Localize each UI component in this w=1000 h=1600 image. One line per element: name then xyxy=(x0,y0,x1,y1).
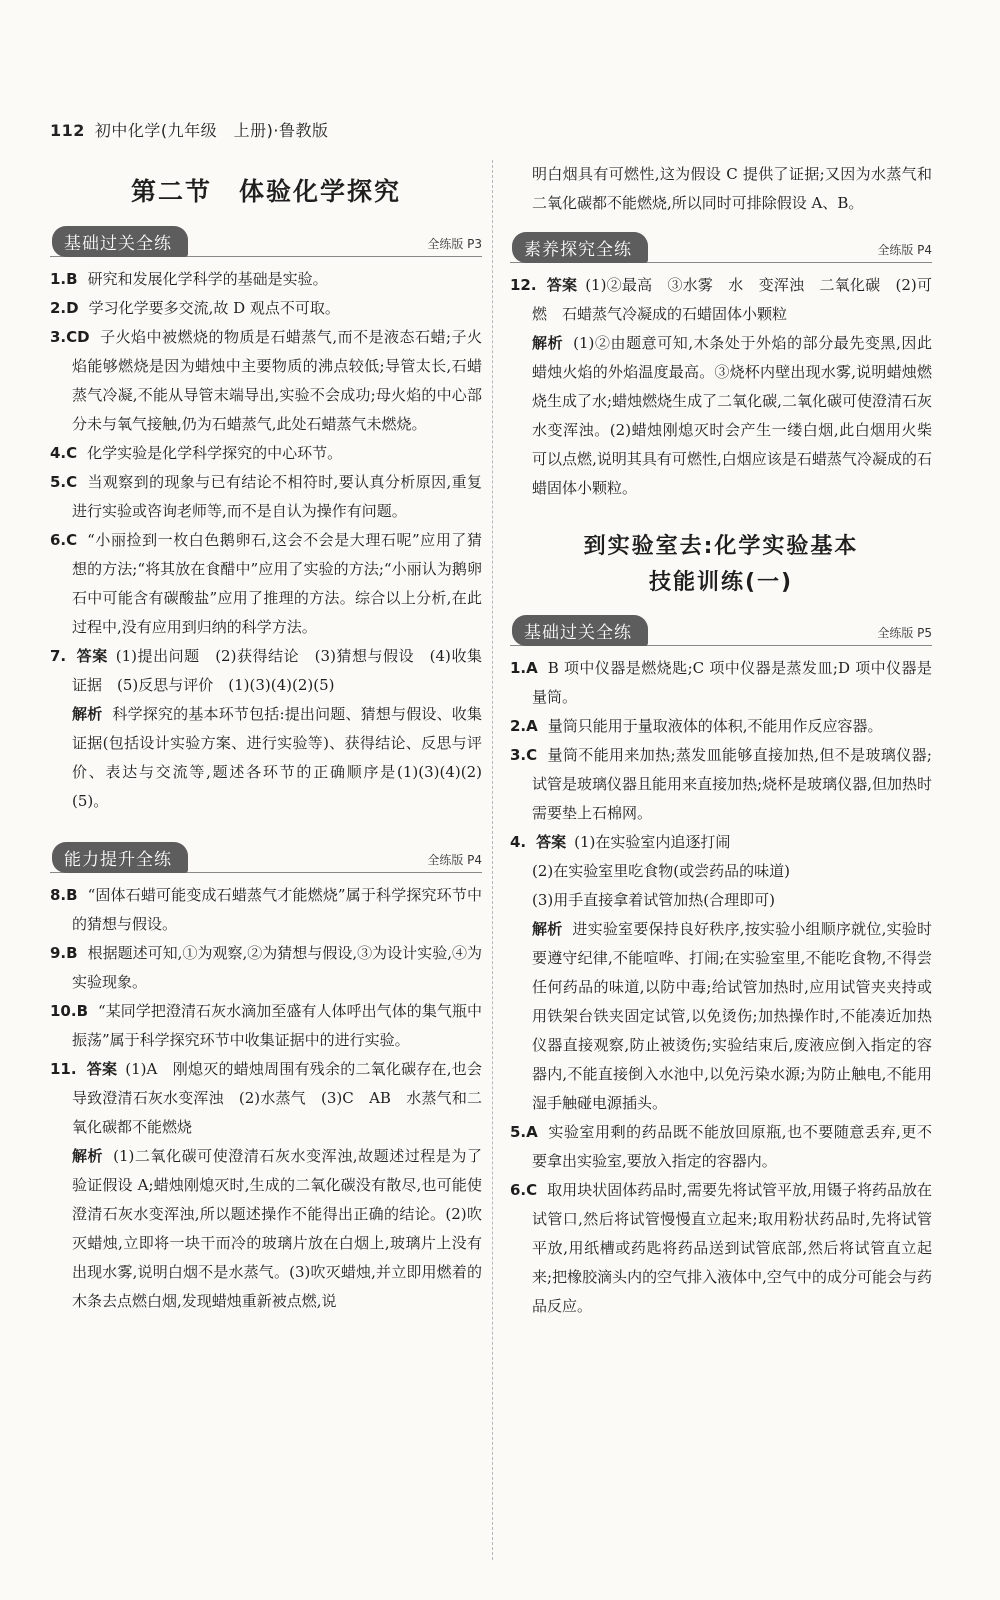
band-label: 基础过关全练 xyxy=(52,226,188,257)
book-title: 初中化学(九年级 上册)·鲁教版 xyxy=(94,121,329,140)
band-label: 能力提升全练 xyxy=(52,842,188,873)
answer-item xyxy=(50,526,482,642)
answer-item xyxy=(510,712,932,741)
band-page-ref: 全练版 P5 xyxy=(877,626,932,640)
question-number: 5.C xyxy=(50,473,78,491)
answer-item xyxy=(510,654,932,712)
explanation xyxy=(50,700,482,816)
answer-item xyxy=(50,468,482,526)
answer-item xyxy=(510,1118,932,1176)
question-number: 4. xyxy=(510,833,527,851)
answer-text: (1)②最高 ③水雾 水 变浑浊 二氧化碳 (2)可燃 石蜡蒸气冷凝成的石蜡固体小颗粒 xyxy=(532,276,932,323)
answer-text: (1)提出问题 (2)获得结论 (3)猜想与假设 (4)收集证据 (5)反思与评价 (1)(3)(4)(2)(5) xyxy=(72,647,482,694)
left-column xyxy=(50,160,482,1316)
explanation-text: 科学探究的基本环节包括:提出问题、猜想与假设、收集证据(包括设计实验方案、进行实验等)、获得结论、反思与评价、表达与交流等,题述各环节的正确顺序是(1)(3)(4)(2)(5)。 xyxy=(72,705,482,810)
answer-text: 量筒不能用来加热;蒸发皿能够直接加热,但不是玻璃仪器;试管是玻璃仪器且能用来直接加热;烧杯是玻璃仪器,但加热时需要垫上石棉网。 xyxy=(532,746,932,822)
question-number: 3.CD xyxy=(50,328,90,346)
answer-text: 根据题述可知,①为观察,②为猜想与假设,③为设计实验,④为实验现象。 xyxy=(72,944,482,991)
section-title-2 xyxy=(510,529,932,601)
explanation-text: (1)二氧化碳可使澄清石灰水变浑浊,故题述过程是为了验证假设 A;蜡烛刚熄灭时,生成的二氧化碳没有散尽,也可能使澄清石灰水变浑浊,所以题述操作不能得出正确的结论。(2)吹灭蜡烛,立即将一块干而冷的玻璃片放在白烟上,玻璃片上没有出现水雾,说明白烟不是水蒸气。(3)吹灭蜡烛,并立即用燃着的木条去点燃白烟,发现蜡烛重新被点燃,说 xyxy=(72,1147,482,1310)
section-title-2-line2: 技能训练(一) xyxy=(648,570,794,595)
explanation xyxy=(510,915,932,1118)
answer-text: 研究和发展化学科学的基础是实验。 xyxy=(87,270,328,288)
question-number: 12. xyxy=(510,276,537,294)
answer-label: 答案 xyxy=(86,1060,118,1078)
explanation-label: 解析 xyxy=(532,334,564,352)
answer-text: 当观察到的现象与已有结论不相符时,要认真分析原因,重复进行实验或咨询老师等,而不是自认为操作有问题。 xyxy=(72,473,482,520)
answer-line: (2)在实验室里吃食物(或尝药品的味道) xyxy=(532,862,790,880)
answer-item xyxy=(510,828,932,857)
answer-item xyxy=(510,741,932,828)
band-label: 素养探究全练 xyxy=(512,232,648,263)
section-title: 第二节 体验化学探究 xyxy=(130,177,401,206)
question-number: 8.B xyxy=(50,886,78,904)
explanation-label: 解析 xyxy=(72,705,103,723)
answer-text: “小丽捡到一枚白色鹅卵石,这会不会是大理石呢”应用了猜想的方法;“将其放在食醋中”应用了实验的方法;“小丽认为鹅卵石中可能含有碳酸盐”应用了推理的方法。综合以上分析,在此过程中,没有应用到归纳的科学方法。 xyxy=(72,531,482,636)
question-number: 6.C xyxy=(510,1181,538,1199)
page-header xyxy=(50,118,328,141)
right-column xyxy=(510,160,932,1321)
question-number: 5.A xyxy=(510,1123,538,1141)
section-band xyxy=(510,617,932,646)
question-number: 11. xyxy=(50,1060,77,1078)
section-title-2-line1: 到实验室去:化学实验基本 xyxy=(583,534,859,559)
answer-item xyxy=(50,439,482,468)
question-number: 1.A xyxy=(510,659,538,677)
answer-text: (1)在实验室内追逐打闹 xyxy=(574,833,731,851)
question-number: 2.A xyxy=(510,717,538,735)
answer-label: 答案 xyxy=(546,276,578,294)
question-number: 3.C xyxy=(510,746,538,764)
section-band xyxy=(50,844,482,873)
answer-label: 答案 xyxy=(536,833,567,851)
answer-item xyxy=(50,881,482,939)
answer-item xyxy=(50,294,482,323)
explanation-label: 解析 xyxy=(532,920,563,938)
section-band xyxy=(50,228,482,257)
continued-text: 明白烟具有可燃性,这为假设 C 提供了证据;又因为水蒸气和二氧化碳都不能燃烧,所以同时可排除假设 A、B。 xyxy=(532,165,932,212)
explanation xyxy=(50,1142,482,1316)
answer-text: 取用块状固体药品时,需要先将试管平放,用镊子将药品放在试管口,然后将试管慢慢直立起来;取用粉状药品时,先将试管平放,用纸槽或药匙将药品送到试管底部,然后将试管直立起来;把橡胶滴头内的空气排入液体中,空气中的成分可能会与药品反应。 xyxy=(532,1181,932,1315)
answer-item xyxy=(50,642,482,700)
answer-item xyxy=(50,323,482,439)
answer-item xyxy=(50,1055,482,1142)
answer-line: (3)用手直接拿着试管加热(合理即可) xyxy=(532,891,775,909)
answer-text: (1)A 刚熄灭的蜡烛周围有残余的二氧化碳存在,也会导致澄清石灰水变浑浊 (2)水蒸气 (3)C AB 水蒸气和二氧化碳都不能燃烧 xyxy=(72,1060,482,1136)
band-page-ref: 全练版 P4 xyxy=(877,243,932,257)
question-number: 7. xyxy=(50,647,67,665)
answer-item xyxy=(510,1176,932,1321)
answer-text: B 项中仪器是燃烧匙;C 项中仪器是蒸发皿;D 项中仪器是量筒。 xyxy=(532,659,932,706)
band-page-ref: 全练版 P4 xyxy=(427,853,482,867)
question-number: 9.B xyxy=(50,944,78,962)
answer-text: 子火焰中被燃烧的物质是石蜡蒸气,而不是液态石蜡;子火焰能够燃烧是因为蜡烛中主要物质的沸点较低;导管太长,石蜡蒸气冷凝,不能从导管末端导出,实验不会成功;母火焰的中心部分未与氧气接触,仍为石蜡蒸气,此处石蜡蒸气未燃烧。 xyxy=(72,328,482,433)
question-number: 10.B xyxy=(50,1002,89,1020)
explanation-label: 解析 xyxy=(72,1147,104,1165)
section-band xyxy=(510,234,932,263)
question-number: 2.D xyxy=(50,299,79,317)
band-page-ref: 全练版 P3 xyxy=(427,237,482,251)
answer-item xyxy=(510,271,932,329)
answer-item xyxy=(50,265,482,294)
answer-label: 答案 xyxy=(76,647,108,665)
answer-text: “某同学把澄清石灰水滴加至盛有人体呼出气体的集气瓶中振荡”属于科学探究环节中收集证据中的进行实验。 xyxy=(72,1002,482,1049)
band-label: 基础过关全练 xyxy=(512,615,648,646)
column-divider xyxy=(492,160,493,1560)
answer-text: 化学实验是化学科学探究的中心环节。 xyxy=(87,444,343,462)
explanation xyxy=(510,329,932,503)
explanation-text: (1)②由题意可知,木条处于外焰的部分最先变黑,因此蜡烛火焰的外焰温度最高。③烧杯内壁出现水雾,说明蜡烛燃烧生成了水;蜡烛燃烧生成了二氧化碳,二氧化碳可使澄清石灰水变浑浊。(2)蜡烛刚熄灭时会产生一缕白烟,此白烟用火柴可以点燃,说明其具有可燃性,白烟应该是石蜡蒸气冷凝成的石蜡固体小颗粒。 xyxy=(532,334,932,497)
question-number: 1.B xyxy=(50,270,78,288)
answer-text: 实验室用剩的药品既不能放回原瓶,也不要随意丢弃,更不要拿出实验室,要放入指定的容器内。 xyxy=(532,1123,932,1170)
question-number: 4.C xyxy=(50,444,78,462)
question-number: 6.C xyxy=(50,531,78,549)
explanation-text: 进实验室要保持良好秩序,按实验小组顺序就位,实验时要遵守纪律,不能喧哗、打闹;在实验室里,不能吃食物,不得尝任何药品的味道,以防中毒;给试管加热时,应用试管夹夹持或用铁架台铁夹固定试管,以免烫伤;加热操作时,不能凑近加热仪器直接观察,防止被烫伤;实验结束后,废液应倒入指定的容器内,不能直接倒入水池中,以免污染水源;为防止触电,不能用湿手触碰电源插头。 xyxy=(532,920,932,1112)
answer-text: 量筒只能用于量取液体的体积,不能用作反应容器。 xyxy=(547,717,883,735)
answer-text: “固体石蜡可能变成石蜡蒸气才能燃烧”属于科学探究环节中的猜想与假设。 xyxy=(72,886,482,933)
page-number: 112 xyxy=(50,121,85,140)
answer-text: 学习化学要多交流,故 D 观点不可取。 xyxy=(88,299,340,317)
answer-item xyxy=(50,939,482,997)
answer-item xyxy=(50,997,482,1055)
